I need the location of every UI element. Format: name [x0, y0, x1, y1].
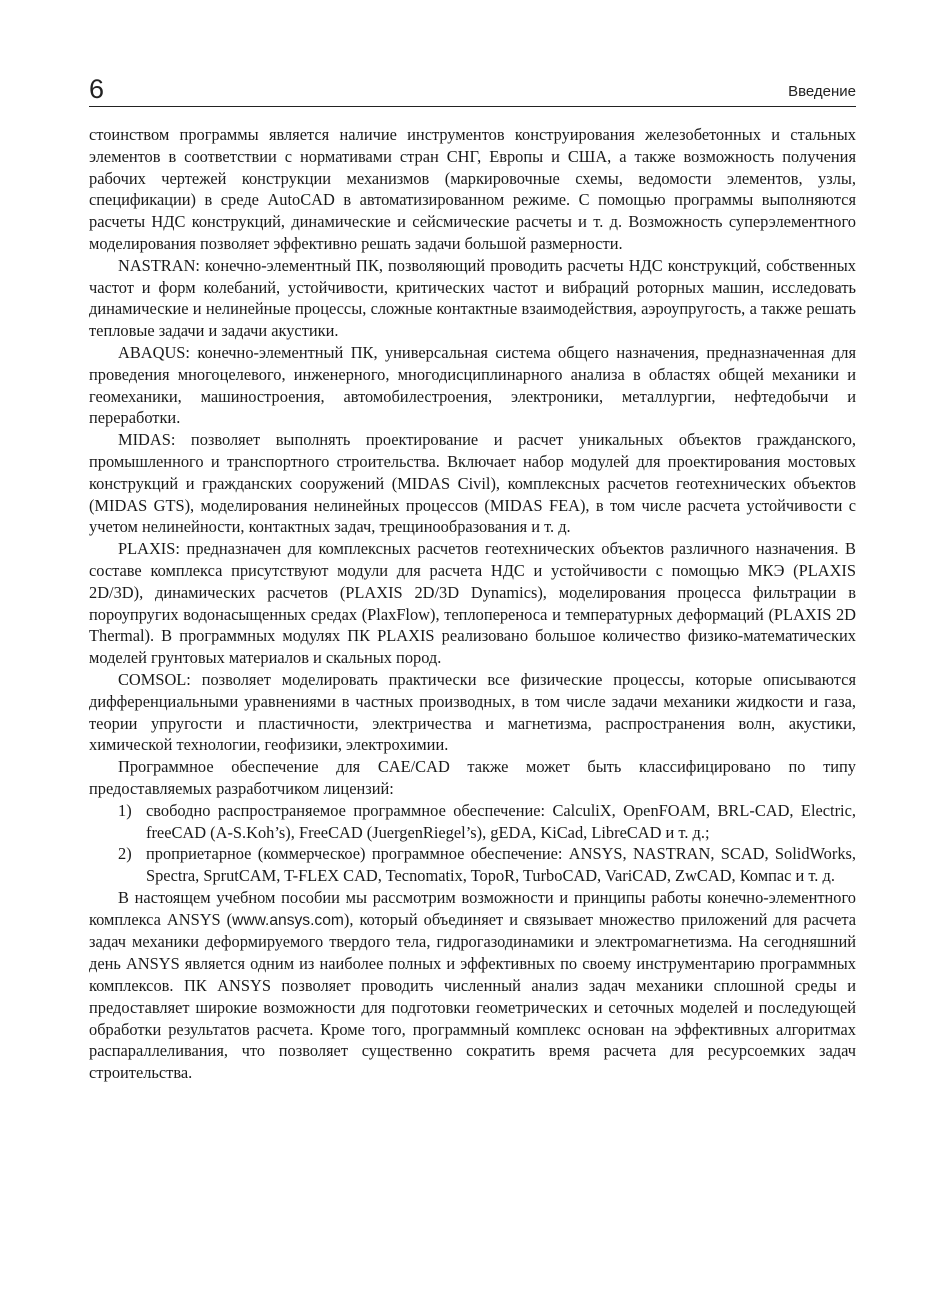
- book-page: [89, 72, 856, 1084]
- paragraph-ansys: [89, 887, 856, 1084]
- ansys-text-after-url: ), который объединяет и связывает множество приложений для расчета задач механики деформируемого твердого тела, гидрогазодинамики и электромагнетизма. На сегодняшний день ANSYS является одним из наиболее полных и эффективных по своему инструментарию программных комплексов. ПК ANSYS позволяет проводить численный анализ задач механики сплошной среды и предоставляет широкие возможности для подготовки геометрических и сеточных моделей и последующей обработки результатов расчета. Кроме того, программный комплекс основан на эффективных алгоритмах распараллеливания, что позволяет существенно сократить время расчета для ресурсоемких задач строительства.: [89, 909, 857, 1083]
- paragraph-continuation: стоинством программы является наличие инструментов конструирования железобетонных и стальных элементов в соответствии с нормативами стран СНГ, Европы и США, а также возможность получения рабочих чертежей конструкции механизмов (маркировочные схемы, ведомости элементов, узлы, спецификации) в среде AutoCAD в автоматизированном режиме. С помощью программы выполняются расчеты НДС конструкций, динамические и сейсмические расчеты и т. д. Возможность суперэлементного моделирования позволяет эффективно решать задачи большой размерности.: [89, 125, 856, 253]
- paragraph-plaxis: PLAXIS: предназначен для комплексных расчетов геотехнических объектов различного назначения. В составе комплекса присутствуют модули для расчета НДС и устойчивости с помощью МКЭ (PLAXIS 2D/3D), динамических расчетов (PLAXIS 2D/3D Dynamics), моделирования процесса фильтрации в пороупругих водонасыщенных средах (PlaxFlow), теплопереноса и температурных деформаций (PLAXIS 2D Thermal). В программных модулях ПК PLAXIS реализовано большое количество физико-математических моделей грунтовых материалов и скальных пород.: [89, 539, 856, 668]
- list-item: [89, 843, 856, 887]
- body-text: [89, 124, 856, 1084]
- list-item-text: проприетарное (коммерческое) программное обеспечение: ANSYS, NASTRAN, SCAD, SolidWorks, Spectra, SprutCAM, T-FLEX CAD, Tecnomatix, TopoR, TurboCAD, VariCAD, ZwCAD, Компас и т. д.: [146, 844, 856, 886]
- paragraph-nastran: NASTRAN: конечно-элементный ПК, позволяющий проводить расчеты НДС конструкций, собственных частот и форм колебаний, устойчивости, критических частот и вибраций роторных машин, исследовать динамические и нелинейные процессы, сложные контактные взаимодействия, аэроупругость, а также решать тепловые задачи и задачи акустики.: [89, 255, 856, 341]
- paragraph-abaqus: ABAQUS: конечно-элементный ПК, универсальная система общего назначения, предназначенная для проведения многоцелевого, инженерного, многодисциплинарного анализа в областях общей механики и геомеханики, машиностроения, автомобилестроения, электроники, металлургии, нефтедобычи и переработки.: [89, 342, 856, 428]
- list-item-number: 1): [118, 800, 132, 820]
- license-list: [89, 800, 856, 887]
- page-header: [89, 72, 856, 107]
- list-item-number: 2): [118, 844, 132, 864]
- paragraph-license-intro: Программное обеспечение для CAE/CAD также может быть классифицировано по типу предоставляемых разработчиком лицензий:: [89, 757, 856, 798]
- list-item-text: свободно распространяемое программное обеспечение: CalculiX, OpenFOAM, BRL-CAD, Electric, freeCAD (A-S.Koh’s), FreeCAD (JuergenRiegel’s), gEDA, KiCad, LibreCAD и т. д.;: [146, 800, 856, 842]
- page-number: 6: [89, 74, 105, 104]
- ansys-text-before-url: В настоящем учебном пособии мы рассмотрим возможности и принципы работы конечно-элементного комплекса ANSYS (: [89, 887, 856, 929]
- list-item: [89, 800, 856, 844]
- paragraph-comsol: COMSOL: позволяет моделировать практически все физические процессы, которые описываются дифференциальными уравнениями в частных производных, в том числе задачи механики жидкости и газа, теории упругости и пластичности, электричества и магнетизма, распространения волн, акустики, химической технологии, геофизики, электрохимии.: [89, 669, 856, 755]
- paragraph-midas: MIDAS: позволяет выполнять проектирование и расчет уникальных объектов гражданского, промышленного и транспортного строительства. Включает набор модулей для проектирования мостовых конструкций и гражданских сооружений (MIDAS Civil), комплексных расчетов геотехнических объектов (MIDAS GTS), моделирования нелинейных процессов (MIDAS FEA), в том числе расчета устойчивости с учетом нелинейности, контактных задач, трещинообразования и т. д.: [89, 430, 856, 537]
- ansys-url: www.ansys.com: [232, 911, 344, 929]
- running-head: Введение: [788, 83, 856, 100]
